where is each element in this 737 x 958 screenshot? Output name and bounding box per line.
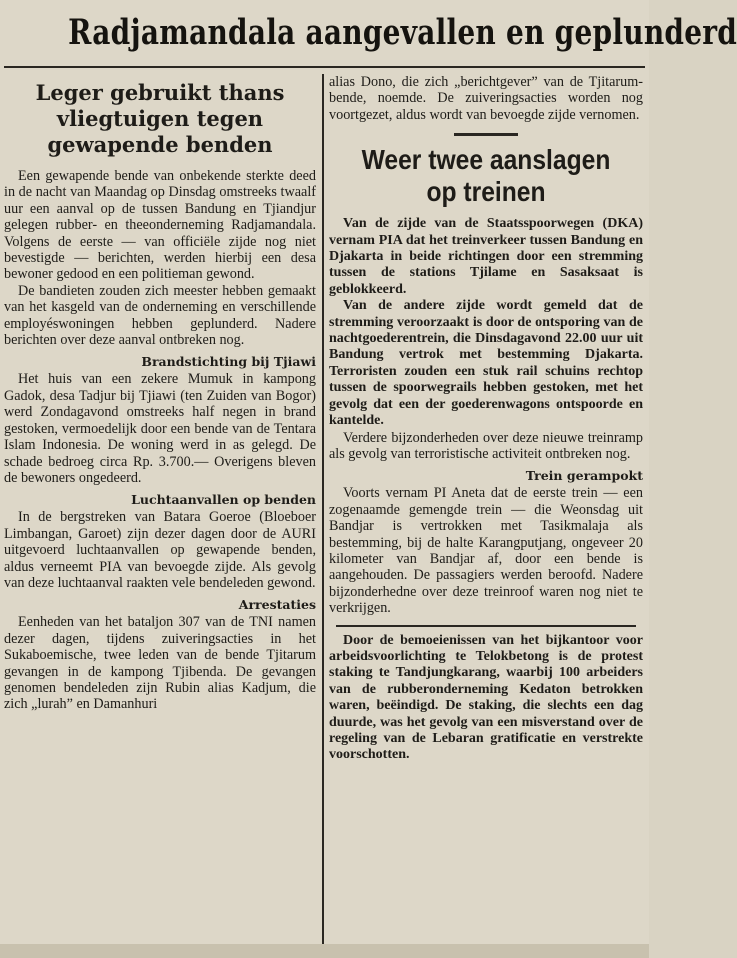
column-divider (322, 74, 324, 946)
headline-rule (4, 66, 645, 68)
left-column (2, 74, 318, 944)
trein-paragraph: Voorts vernam PI Aneta dat de eerste trein — een zogenaamde gemengde trein — die Weonsdag uit Bandjar is vertrokken met Tasikmalaja als bestemming, bij de halte Karangputjang, ongeveer 20 kilometer van Bandjar af, door een bende is aangehouden. De passagiers werden beroofd. Nadere bijzonderhedne over deze treinroof waren nog niet te verkrijgen. (329, 485, 643, 617)
section-separator (454, 133, 518, 136)
brand-section-title: Brandstichting bij Tjiawi (141, 354, 316, 370)
details-paragraph: Verdere bijzonderheden over deze nieuwe treinramp als gevolg van terroristische activiteit ontbreken nog. (329, 429, 643, 462)
arrest-paragraph: Eenheden van het bataljon 307 van de TNI namen dezer dagen, tijdens zuiveringsacties in het Sukaboemische, twee leden van de bende Tjitarum gevangen in de kampong Tjibenda. De gevangen genomen bendeleden zijn Rubin alias Kadjum, die zich „lurah” en Damanhuri (4, 614, 316, 713)
trein-section-title: Trein gerampokt (525, 468, 643, 484)
intro-paragraph-2: De bandieten zouden zich meester hebben gemaakt van het kasgeld van de onderneming en verschillende employéswoningen hebben geplunderd. Nadere berichten over deze aanval ontbreken nog. (4, 282, 316, 349)
right-column (327, 74, 645, 944)
derailment-paragraph: Van de andere zijde wordt gemeld dat de stremming veroorzaakt is door de ontsporing van de nachtgoederentrein, die Dinsdagavond 22.00 uur uit Bandung vertrok met bestemming Djakarta. Terroristen zouden een stuk rail schuins rechtop tussen de spoorwegrails hebben gestoken, met het gevolg dat een der goederenwagons ontspoorde en kantelde. (329, 298, 643, 429)
bottom-separator (336, 625, 636, 627)
arrest-section-title: Arrestaties (238, 597, 316, 613)
brand-paragraph: Het huis van een zekere Mumuk in kampong Gadok, desa Tadjur bij Tjiawi (ten Zuiden van Bogor) werd Zondagavond omstreeks half negen in brand gestoken, vermoedelijk door een bende van de Tentara Islam Indonesia. De woning werd in as gelegd. De schade bedroeg circa Rp. 3.700.— Overigens bleven de bewoners ongedeerd. (4, 371, 316, 486)
strike-paragraph: Door de bemoeienissen van het bijkantoor voor arbeidsvoorlichting te Telokbetong is de protest staking te Tandjungkarang, waarbij 100 arbeiders van de rubberonderneming Kedaton betrokken waren, beëindigd. De staking, die slechts een dag duurde, was het gevolg van een misverstand over de regeling van de Lebaran gratificatie en verstrekte voorschotten. (329, 632, 643, 763)
lucht-section-title: Luchtaanvallen op benden (131, 492, 316, 508)
continued-paragraph: alias Dono, die zich „berichtgever” van de Tjitarum-bende, noemde. De zuiveringsacties worden nog voortgezet, aldus wordt van bevoegde zijde vernomen. (329, 74, 643, 123)
intro-paragraph-1: Een gewapende bende van onbekende sterkte deed in de nacht van Maandag op Dinsdag omstreeks twaalf uur een aanval op de tussen Bandung en Tjiandjur gelegen rubber- en theeonderneming Radjamandala. Volgens de eerste — van officiële zijde nog niet bevestigde — berichten, werden hierbij een desa bewoner gedood en een politieman gewond. (4, 168, 316, 283)
train-headline: Weer twee aanslagen op treinen (361, 144, 611, 208)
page-bottom-edge (0, 944, 649, 958)
dka-paragraph: Van de zijde van de Staatsspoorwegen (DKA) vernam PIA dat het treinverkeer tussen Bandung en Djakarta in beide richtingen door een stremming tussen de stations Tjilame en Sasaksaat is geblokkeerd. (329, 216, 643, 297)
lucht-paragraph: In de bergstreken van Batara Goeroe (Bloeboer Limbangan, Garoet) zijn dezer dagen door de AURI uitgevoerd luchtaanvallen op gewapende benden, aldus verneemt PIA van bevoegde zijde. Als gevolg van deze luchtaanval raakten vele bendeleden gewond. (4, 509, 316, 591)
left-subheadline: Leger gebruikt thans vliegtuigen tegen gewapende benden (35, 80, 285, 157)
headline: Radjamandala aangevallen en geplunderd (68, 12, 737, 53)
